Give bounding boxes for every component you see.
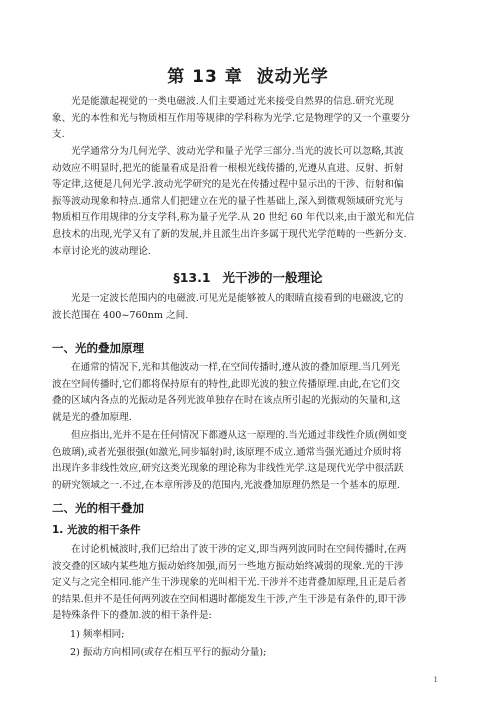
section-intro-paragraph	[52, 291, 448, 324]
condition-item-2: 2) 振动方向相同(或存在相互平行的振动分量);	[70, 647, 267, 658]
text-line: 息技术的出现,光学又有了新的发展,并且派生出许多属于现代光学范畴的一些新分支.	[52, 228, 407, 240]
text-line: 等定律,这便是几何光学.波动光学研究的是光在传播过程中显示出的干涉、衍射和偏	[52, 179, 404, 191]
text-line: 本章讨论光的波动理论.	[52, 245, 151, 257]
chapter-number: 第 13 章	[167, 67, 243, 87]
coherence-paragraph	[52, 542, 448, 625]
text-line: 色玻璃),或者光强很强(如激光,同步辐射)时,该原理不成立.通常当强光通过介质时将	[52, 446, 402, 458]
text-line: 动效应不明显时,把光的能量看成是沿着一根根光线传播的,光遵从直进、反射、折射	[52, 162, 404, 174]
heading-superposition: 一、光的叠加原理	[52, 341, 144, 355]
subheading-coherence-conditions: 1. 光波的相干条件	[52, 524, 141, 536]
text-line: 的结果.但并不是任何两列波在空间相遇时都能发生干涉,产生干涉是有条件的,即干涉	[52, 593, 407, 605]
intro-paragraph-2	[52, 144, 448, 260]
superposition-paragraph-2	[52, 428, 448, 494]
text-line: 光是一定波长范围内的电磁波.可见光是能够被人的眼睛直接看到的电磁波,它的	[71, 293, 404, 304]
chapter-name: 波动光学	[256, 67, 329, 87]
section-title	[0, 268, 496, 286]
text-line: 光是能激起视觉的一类电磁波.人们主要通过光来接受自然界的信息.研究光现	[71, 96, 394, 107]
heading-coherent-superposition: 二、光的相干叠加	[52, 501, 144, 515]
text-line: 波交叠的区域内某些地方振动始终加强,而另一些地方振动始终减弱的现象.光的干涉	[52, 560, 404, 572]
text-line: 物质相互作用规律的分支学科,称为量子光学.从 20 世纪 60 年代以来,由于激光和光信	[52, 212, 415, 224]
text-line: 就是光的叠加原理.	[52, 411, 132, 423]
intro-paragraph-1	[52, 94, 448, 144]
section-name: 光干涉的一般理论	[222, 270, 323, 285]
text-line: 振等波动现象和特点.通常人们把建立在光的量子性基础上,深入到微观领域研究光与	[52, 195, 404, 207]
text-line: 出现许多非线性效应,研究这类光现象的理论称为非线性光学.这是现代光学中很活跃	[52, 463, 404, 475]
condition-item-1: 1) 频率相同;	[70, 629, 125, 640]
superposition-paragraph-1	[52, 360, 448, 426]
text-line: 叠的区域内各点的光振动是各列光波单独存在时在该点所引起的光振动的矢量和,这	[52, 395, 401, 407]
text-line: 光学通常分为几何光学、波动光学和量子光学三部分.当光的波长可以忽略,其波	[71, 146, 404, 157]
section-number: §13.1	[173, 270, 211, 285]
text-line: 但应指出,光并不是在任何情况下都遵从这一原理的.当光通过非线性介质(例如变	[71, 430, 408, 441]
text-line: 是特殊条件下的叠加.波的相干条件是:	[52, 610, 212, 622]
text-line: 支.	[52, 129, 65, 141]
text-line: 波在空间传播时,它们都将保持原有的特性,此即光波的独立传播原理.由此,在它们交	[52, 378, 400, 390]
text-line: 在讨论机械波时,我们已给出了波干涉的定义,即当两列波同时在空间传播时,在两	[71, 544, 407, 555]
text-line: 象、光的本性和光与物质相互作用等规律的学科称为光学.它是物理学的又一个重要分	[52, 112, 411, 124]
text-line: 波长范围在 400~760nm 之间.	[52, 309, 189, 321]
text-line: 的研究领域之一.不过,在本章所涉及的范围内,光波叠加原理仍然是一个基本的原理.	[52, 479, 400, 491]
chapter-title	[0, 62, 496, 87]
text-line: 在通常的情况下,光和其他波动一样,在空间传播时,遵从波的叠加原理.当几列光	[71, 362, 400, 373]
text-line: 定义与之完全相同.能产生干涉现象的光叫相干光.干涉并不违背叠加原理,且正是后者	[52, 577, 407, 589]
page-number: 1	[433, 676, 438, 684]
